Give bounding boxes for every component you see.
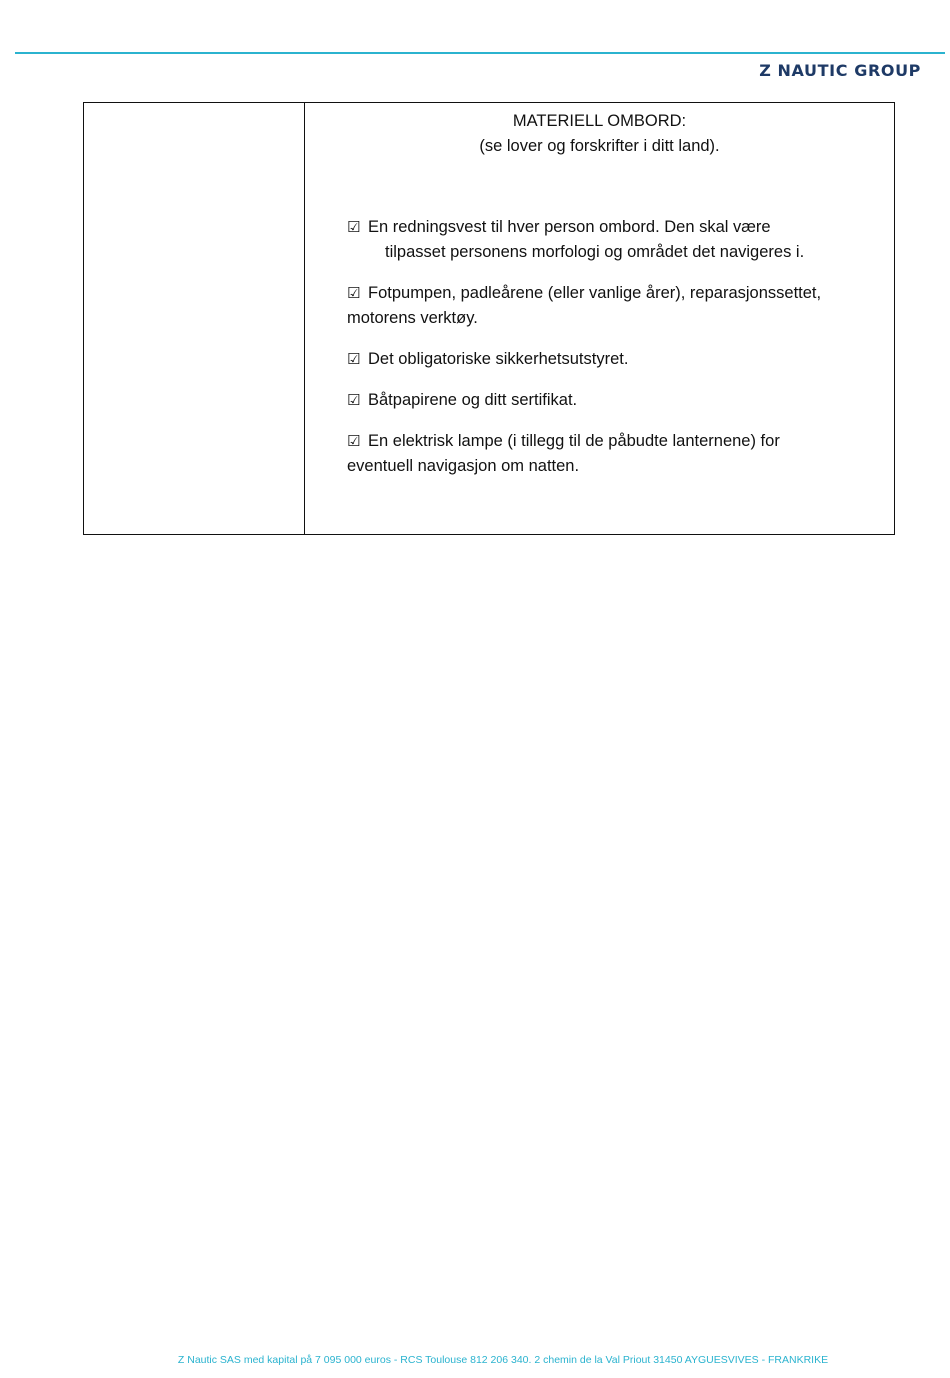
list-item-text: Båtpapirene og ditt sertifikat. [368, 391, 578, 409]
list-item-text: Det obligatoriske sikkerhetsutstyret. [368, 350, 629, 368]
list-item [347, 215, 886, 265]
list-item-text: En elektrisk lampe (i tillegg til de påbudte lanternene) for [368, 432, 780, 450]
checkbox-checked-icon: ☑ [347, 350, 361, 368]
table-heading [305, 109, 894, 159]
list-item [347, 281, 886, 331]
list-item-text-continued: tilpasset personens morfologi og området det navigeres i. [385, 243, 805, 261]
checkbox-checked-icon: ☑ [347, 391, 361, 409]
checkbox-checked-icon: ☑ [347, 218, 361, 236]
page-footer: Z Nautic SAS med kapital på 7 095 000 euros - RCS Toulouse 812 206 340. 2 chemin de la Val Priout 31450 AYGUESVIVES - FRANKRIKE [177, 1354, 829, 1366]
brand-logo: Z NAUTIC GROUP [759, 61, 921, 80]
list-item [347, 388, 886, 413]
equipment-table [83, 102, 895, 535]
checkbox-checked-icon: ☑ [347, 432, 361, 450]
list-item [347, 429, 886, 479]
header-rule [15, 52, 945, 54]
list-item-text-continued: motorens verktøy. [347, 309, 478, 327]
equipment-list [347, 215, 886, 479]
table-subtitle: (se lover og forskrifter i ditt land). [479, 137, 720, 155]
list-item-text: Fotpumpen, padleårene (eller vanlige årer), reparasjonssettet, [368, 284, 822, 302]
list-item [347, 347, 886, 372]
list-item-text: En redningsvest til hver person ombord. Den skal være [368, 218, 771, 236]
table-left-cell [84, 103, 305, 534]
list-item-text-continued: eventuell navigasjon om natten. [347, 457, 580, 475]
table-title: MATERIELL OMBORD: [512, 112, 687, 130]
checkbox-checked-icon: ☑ [347, 284, 361, 302]
table-right-cell [305, 103, 894, 534]
